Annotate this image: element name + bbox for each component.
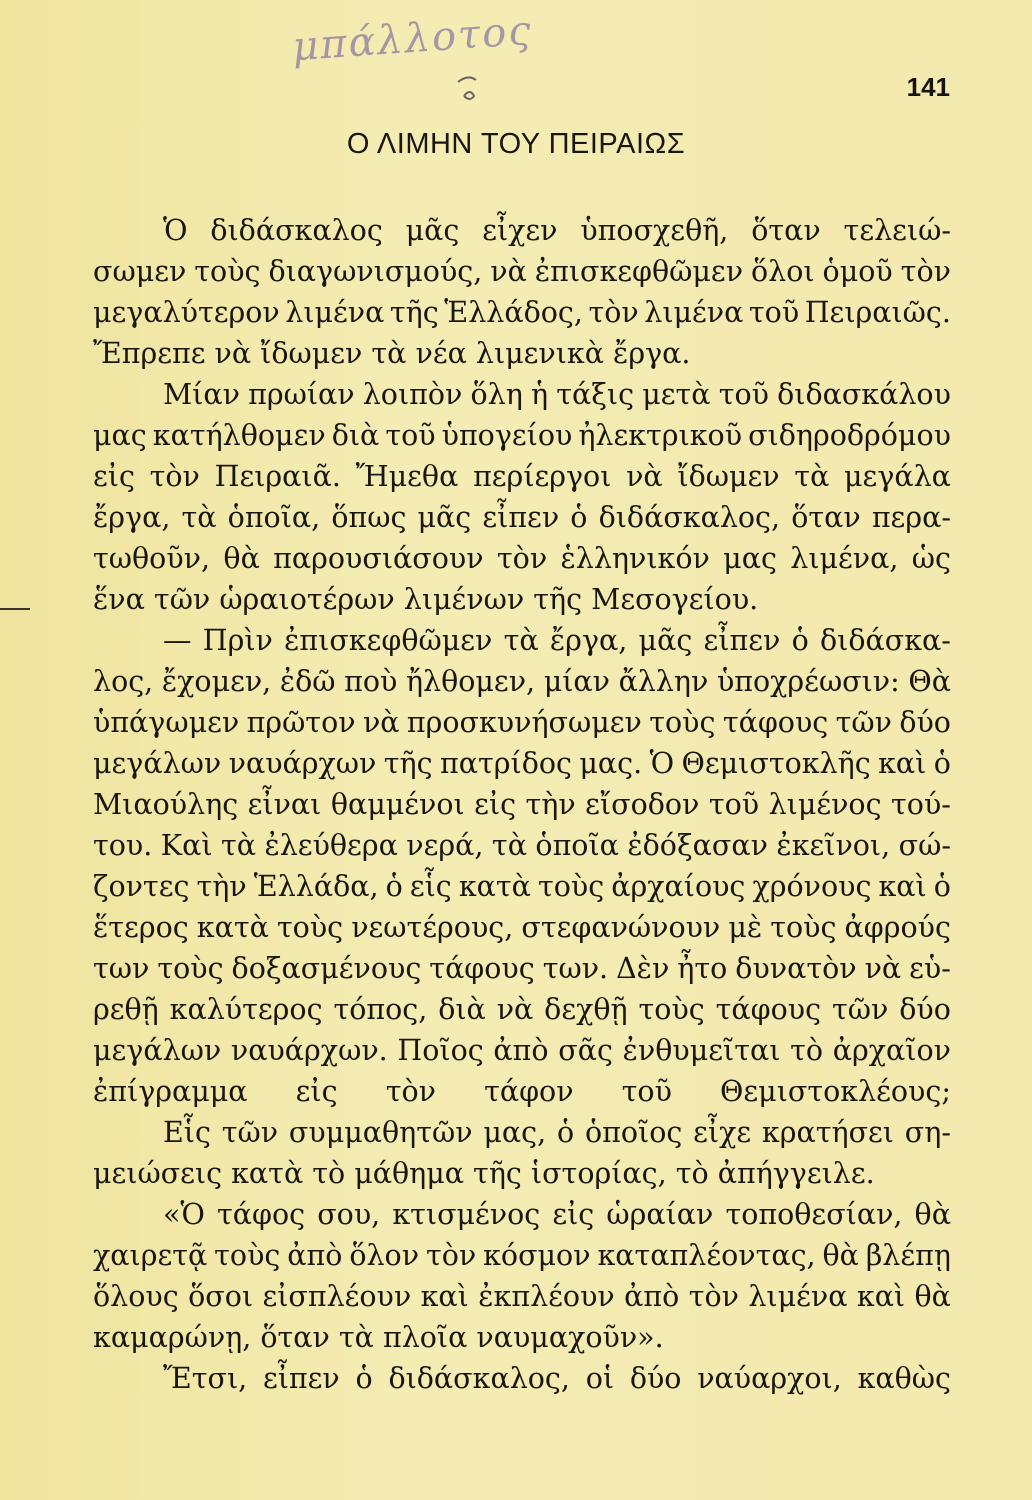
- text-line: χαιρετᾷ τοὺς ἀπὸ ὅλον τὸν κόσμον καταπλέοντας, θὰ βλέπῃ: [93, 1239, 951, 1272]
- body-text: [93, 210, 951, 1399]
- text-line: Μιαούλης εἶναι θαμμένοι εἰς τὴν εἴσοδον τοῦ λιμένος τού-: [93, 788, 951, 821]
- handwritten-annotation: μπάλλοτος: [290, 7, 535, 71]
- text-line: των τοὺς δοξασμένους τάφους των. Δὲν ἦτο δυνατὸν νὰ εὑ-: [93, 952, 951, 985]
- text-line: ἔργα, τὰ ὁποῖα, ὅπως μᾶς εἶπεν ὁ διδάσκαλος, ὅταν περα-: [93, 501, 951, 534]
- text-line: εἰς τὸν Πειραιᾶ. Ἤμεθα περίεργοι νὰ ἴδωμεν τὰ μεγάλα: [93, 460, 951, 493]
- text-line: Ἔτσι, εἶπεν ὁ διδάσκαλος, οἱ δύο ναύαρχοι, καθὼς: [163, 1362, 951, 1395]
- text-line: ζοντες τὴν Ἑλλάδα, ὁ εἷς κατὰ τοὺς ἀρχαίους χρόνους καὶ ὁ: [93, 870, 951, 903]
- text-line: — Πρὶν ἐπισκεφθῶμεν τὰ ἔργα, μᾶς εἶπεν ὁ διδάσκα-: [163, 624, 951, 657]
- text-line: μας κατήλθομεν διὰ τοῦ ὑπογείου ἠλεκτρικοῦ σιδηροδρόμου: [93, 419, 951, 452]
- text-line: ρεθῇ καλύτερος τόπος, διὰ νὰ δεχθῇ τοὺς τάφους τῶν δύο: [93, 993, 951, 1026]
- text-line: σωμεν τοὺς διαγωνισμούς, νὰ ἐπισκεφθῶμεν ὅλοι ὁμοῦ τὸν: [93, 255, 951, 288]
- ink-mark-icon: [450, 70, 490, 110]
- text-line: ὅλους ὅσοι εἰσπλέουν καὶ ἐκπλέουν ἀπὸ τὸν λιμένα καὶ θὰ: [93, 1280, 951, 1313]
- text-line: τωθοῦν, θὰ παρουσιάσουν τὸν ἑλληνικόν μας λιμένα, ὡς: [93, 542, 951, 575]
- text-line: Μίαν πρωίαν λοιπὸν ὅλη ἡ τάξις μετὰ τοῦ διδασκάλου: [163, 378, 951, 411]
- text-line: μειώσεις κατὰ τὸ μάθημα τῆς ἱστορίας, τὸ ἀπήγγειλε.: [93, 1157, 875, 1190]
- margin-mark: [0, 608, 30, 610]
- text-line: ἐπίγραμμα εἰς τὸν τάφον τοῦ Θεμιστοκλέους;: [93, 1075, 951, 1108]
- text-line: Εἷς τῶν συμμαθητῶν μας, ὁ ὁποῖος εἶχε κρατήσει ση-: [163, 1116, 951, 1149]
- text-line: ἕτερος κατὰ τοὺς νεωτέρους, στεφανώνουν μὲ τοὺς ἀφρούς: [93, 911, 951, 944]
- text-line: Ἔπρεπε νὰ ἴδωμεν τὰ νέα λιμενικὰ ἔργα.: [93, 337, 691, 370]
- text-line: καμαρώνῃ, ὅταν τὰ πλοῖα ναυμαχοῦν».: [93, 1321, 664, 1354]
- text-line: Ὁ διδάσκαλος μᾶς εἶχεν ὑποσχεθῆ, ὅταν τελειώ-: [163, 214, 951, 247]
- text-line: λος, ἔχομεν, ἐδῶ ποὺ ἤλθομεν, μίαν ἄλλην ὑποχρέωσιν: Θὰ: [93, 665, 951, 698]
- text-line: μεγάλων ναυάρχων. Ποῖος ἀπὸ σᾶς ἐνθυμεῖται τὸ ἀρχαῖον: [93, 1034, 951, 1067]
- text-line: του. Καὶ τὰ ἐλεύθερα νερά, τὰ ὁποῖα ἐδόξασαν ἐκεῖνοι, σώ-: [93, 829, 951, 862]
- text-line: μεγαλύτερον λιμένα τῆς Ἑλλάδος, τὸν λιμένα τοῦ Πειραιῶς.: [93, 296, 951, 329]
- text-line: μεγάλων ναυάρχων τῆς πατρίδος μας. Ὁ Θεμιστοκλῆς καὶ ὁ: [93, 747, 951, 780]
- chapter-title: Ο ΛΙΜΗΝ ΤΟΥ ΠΕΙΡΑΙΩΣ: [346, 128, 686, 160]
- text-line: ἕνα τῶν ὡραιοτέρων λιμένων τῆς Μεσογείου.: [93, 583, 759, 616]
- text-line: «Ὁ τάφος σου, κτισμένος εἰς ὡραίαν τοποθεσίαν, θὰ: [163, 1198, 951, 1231]
- text-line: ὑπάγωμεν πρῶτον νὰ προσκυνήσωμεν τοὺς τάφους τῶν δύο: [93, 706, 951, 739]
- page-number: 141: [906, 72, 950, 102]
